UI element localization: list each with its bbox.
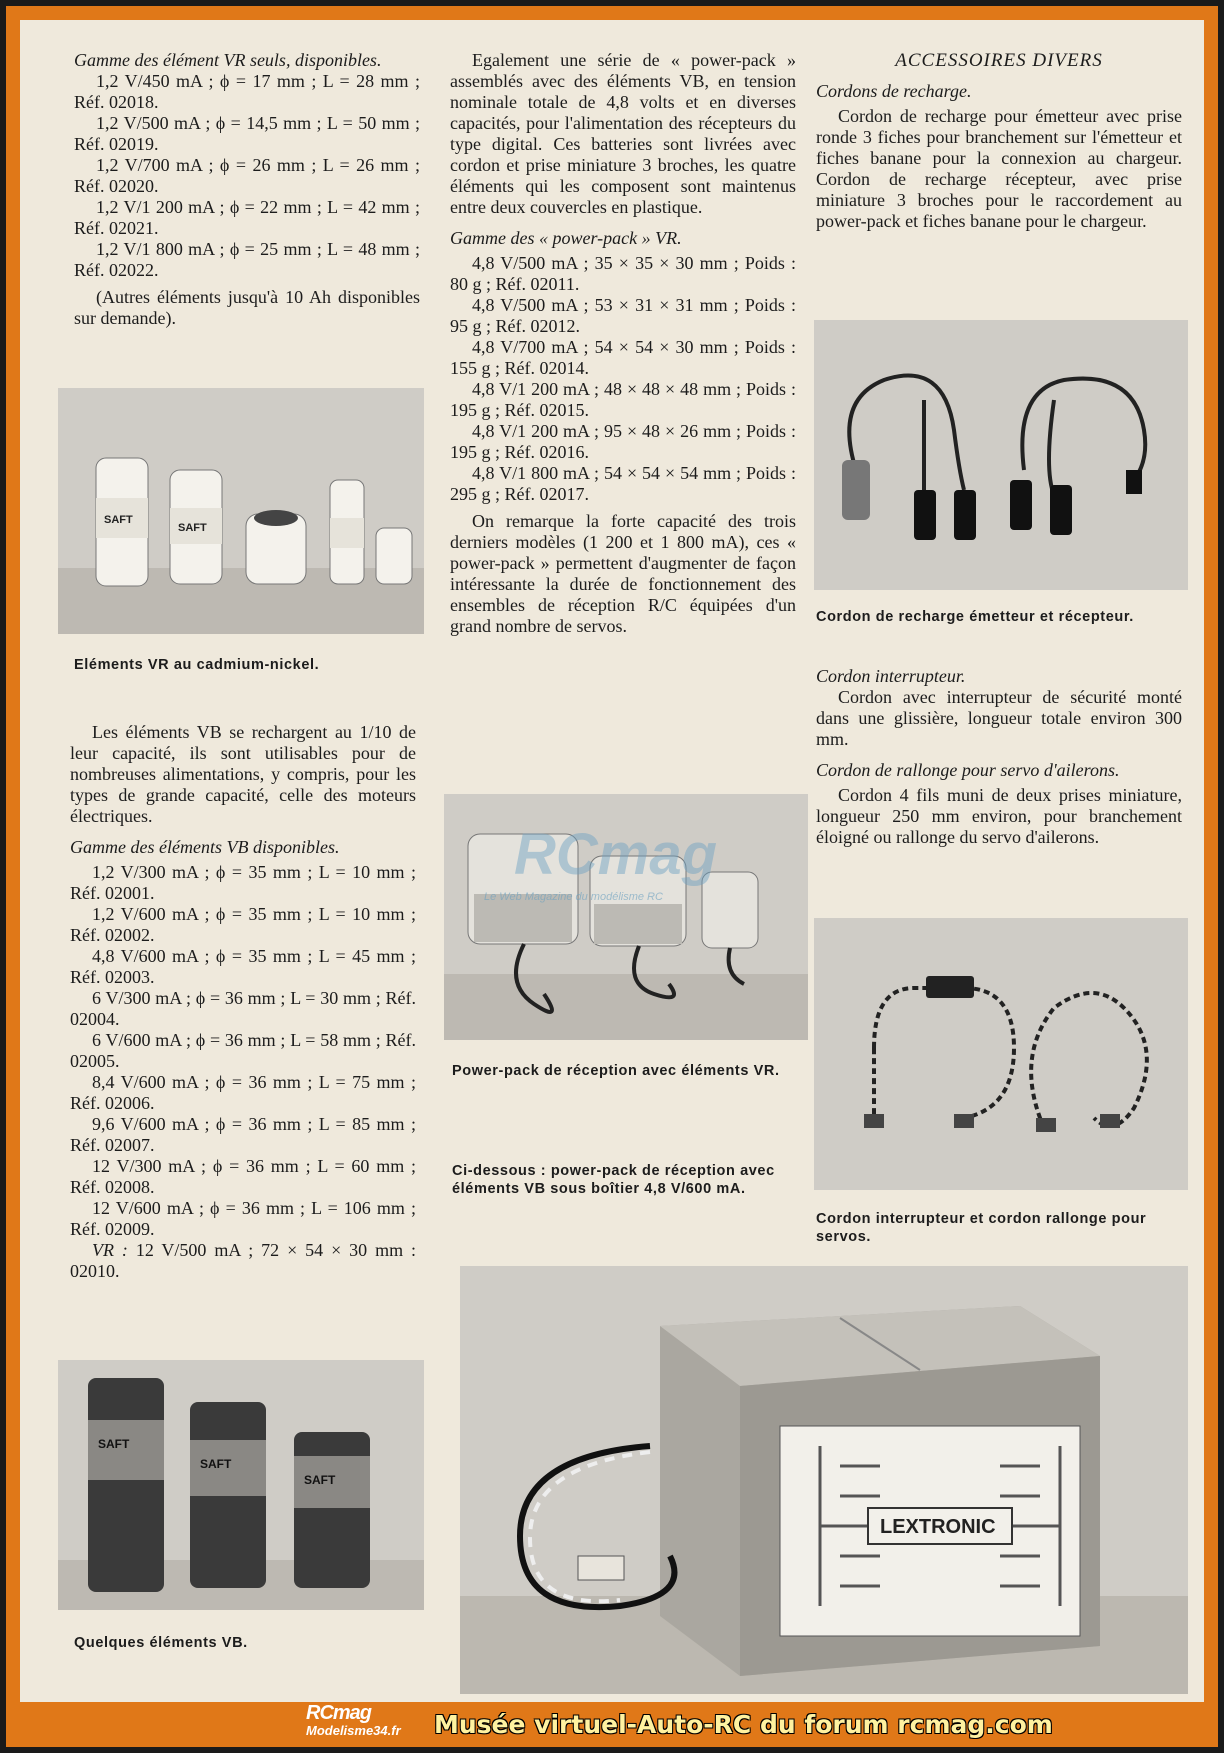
switch-cord-heading: Cordon interrupteur. [816,666,966,686]
list-item: 4,8 V/1 800 mA ; 54 × 54 × 54 mm ; Poids : 295 g ; Réf. 02017. [450,463,796,504]
cell-5 [376,528,412,584]
list-item: 6 V/600 mA ; ϕ = 36 mm ; L = 58 mm ; Réf. 02005. [70,1030,416,1071]
vr-line [70,1240,416,1282]
list-item: 1,2 V/600 mA ; ϕ = 35 mm ; L = 10 mm ; Réf. 02002. [70,904,416,945]
list-item: 8,4 V/600 mA ; ϕ = 36 mm ; L = 75 mm ; Réf. 02006. [70,1072,416,1113]
svg-text:SAFT: SAFT [200,1457,232,1471]
column-3-lower [816,666,1182,848]
svg-text:SAFT: SAFT [304,1473,336,1487]
photo-recharge-cords [814,320,1188,590]
cell-2 [170,470,222,584]
note-text: (Autres éléments jusqu'à 10 Ah disponibles sur demande). [74,287,420,328]
list-item: 4,8 V/1 200 mA ; 95 × 48 × 26 mm ; Poids : 195 g ; Réf. 02016. [450,421,796,462]
vb-cell-medium [190,1402,266,1588]
list-item: 4,8 V/500 mA ; 53 × 31 × 31 mm ; Poids : 95 g ; Réf. 02012. [450,295,796,336]
cell-3 [246,510,306,584]
list-item: 9,6 V/600 mA ; ϕ = 36 mm ; L = 85 mm ; Réf. 02007. [70,1114,416,1155]
list-item: 1,2 V/700 mA ; ϕ = 26 mm ; L = 26 mm ; Réf. 02020. [74,155,420,196]
list-item: 12 V/300 mA ; ϕ = 36 mm ; L = 60 mm ; Réf. 02008. [70,1156,416,1197]
cell-1 [96,458,148,586]
rcmag-watermark: RCmag [514,822,718,887]
vb-cell-small [294,1432,370,1588]
extension-cord-heading: Cordon de rallonge pour servo d'ailerons. [816,760,1120,780]
cell-4 [330,480,364,584]
list-item: 4,8 V/500 mA ; 35 × 35 × 30 mm ; Poids : 80 g ; Réf. 02011. [450,253,796,294]
caption-power-pack-vb: Ci-dessous : power-pack de réception avec éléments VB sous boîtier 4,8 V/600 mA. [452,1163,775,1197]
photo-power-pack-vr [444,794,808,1040]
column-3 [816,50,1182,232]
photo-vb-elements [58,1360,424,1610]
page-frame [6,6,1218,1747]
list-item: 1,2 V/1 800 mA ; ϕ = 25 mm ; L = 48 mm ; Réf. 02022. [74,239,420,280]
lextronic-label: LEXTRONIC [880,1516,996,1538]
power-pack-intro: Egalement une série de « power-pack » assemblés avec des éléments VB, en tension nominale totale de 4,8 volts et en diverses capacités, pour l'alimentation des récepteurs du type digital. Ces batteries sont livrées avec cordon et prise miniature 3 broches, les quatre éléments qui les composent sont maintenus entre deux couvercles en plastique. [450,50,796,217]
vr-elements-list [74,71,420,281]
logo-sub: Modelisme34.fr [306,1723,401,1738]
list-item: 4,8 V/700 mA ; 54 × 54 × 30 mm ; Poids : 155 g ; Réf. 02014. [450,337,796,378]
footer-banner [6,1702,1218,1747]
caption-vr-elements: Eléments VR au cadmium-nickel. [74,657,320,673]
vr-text: 12 V/500 mA ; 72 × 54 × 30 mm : 02010. [70,1240,416,1281]
column-1 [74,50,420,329]
list-item: 4,8 V/600 mA ; ϕ = 35 mm ; L = 45 mm ; Réf. 02003. [70,946,416,987]
photo-lextronic-box [460,1266,1188,1694]
list-item: 1,2 V/450 mA ; ϕ = 17 mm ; L = 28 mm ; Réf. 02018. [74,71,420,112]
list-item: 12 V/600 mA ; ϕ = 36 mm ; L = 106 mm ; Réf. 02009. [70,1198,416,1239]
logo-main: RCmag [306,1702,372,1724]
rcmag-watermark-subtitle: Le Web Magazine du modélisme RC [484,891,663,903]
vr-label: VR : [92,1240,128,1260]
list-item: 1,2 V/1 200 mA ; ϕ = 22 mm ; L = 42 mm ; Réf. 02021. [74,197,420,238]
svg-text:SAFT: SAFT [104,514,133,526]
extension-cord-text: Cordon 4 fils muni de deux prises miniature, longueur 250 mm environ, pour branchement éloigné ou rallonge du servo d'ailerons. [816,785,1182,847]
caption-vb-elements: Quelques éléments VB. [74,1635,248,1651]
list-item: 4,8 V/1 200 mA ; 48 × 48 × 48 mm ; Poids : 195 g ; Réf. 02015. [450,379,796,420]
power-pack-heading: Gamme des « power-pack » VR. [450,228,682,248]
recharge-cords-heading: Cordons de recharge. [816,81,972,101]
battery-box [660,1306,1100,1676]
recharge-cords-text: Cordon de recharge pour émetteur avec prise ronde 3 fiches pour branchement sur l'émetteur et fiches banane pour la connexion au chargeur. Cordon de recharge récepteur, avec prise miniature 3 broches pour le raccordement au power-pack et fiches banane pour le chargeur. [816,106,1182,231]
accessories-title: ACCESSOIRES DIVERS [895,50,1103,71]
list-item: 1,2 V/300 mA ; ϕ = 35 mm ; L = 10 mm ; Réf. 02001. [70,862,416,903]
magazine-page [20,20,1204,1702]
power-pack-list [450,253,796,505]
footer-text: Musée virtuel-Auto-RC du forum rcmag.com [434,1710,1053,1739]
switch-cord-text: Cordon avec interrupteur de sécurité monté dans une glissière, longueur totale environ 300 mm. [816,687,1182,749]
svg-text:SAFT: SAFT [98,1437,130,1451]
list-item: 6 V/300 mA ; ϕ = 36 mm ; L = 30 mm ; Réf. 02004. [70,988,416,1029]
list-item: 1,2 V/500 mA ; ϕ = 14,5 mm ; L = 50 mm ; Réf. 02019. [74,113,420,154]
vb-elements-heading: Gamme des éléments VB disponibles. [70,837,340,857]
photo-vr-elements [58,388,424,634]
column-2 [450,50,796,637]
caption-recharge-cords: Cordon de recharge émetteur et récepteur. [816,609,1134,625]
vb-cell-large [88,1378,164,1592]
vb-intro-paragraph: Les éléments VB se rechargent au 1/10 de leur capacité, ils sont utilisables pour de nombreuses alimentations, y compris, pour les types de grande capacité, celle des moteurs électriques. [70,722,416,826]
photo-switch-extension-cords [814,918,1188,1190]
caption-power-pack-vr: Power-pack de réception avec éléments VR. [452,1063,780,1079]
vb-elements-list [70,862,416,1240]
column-1-lower [70,722,416,1282]
svg-text:SAFT: SAFT [178,522,207,534]
vr-elements-heading: Gamme des élément VR seuls, disponibles. [74,50,382,70]
rcmag-logo [306,1704,401,1740]
power-pack-remark: On remarque la forte capacité des trois derniers modèles (1 200 et 1 800 mA), ces « power-pack » permettent d'augmenter de façon intéressante la durée de fonctionnement des ensembles de réception R/C équipées d'un grand nombre de servos. [450,511,796,636]
caption-switch-extension-cords: Cordon interrupteur et cordon rallonge pour servos. [816,1211,1147,1245]
